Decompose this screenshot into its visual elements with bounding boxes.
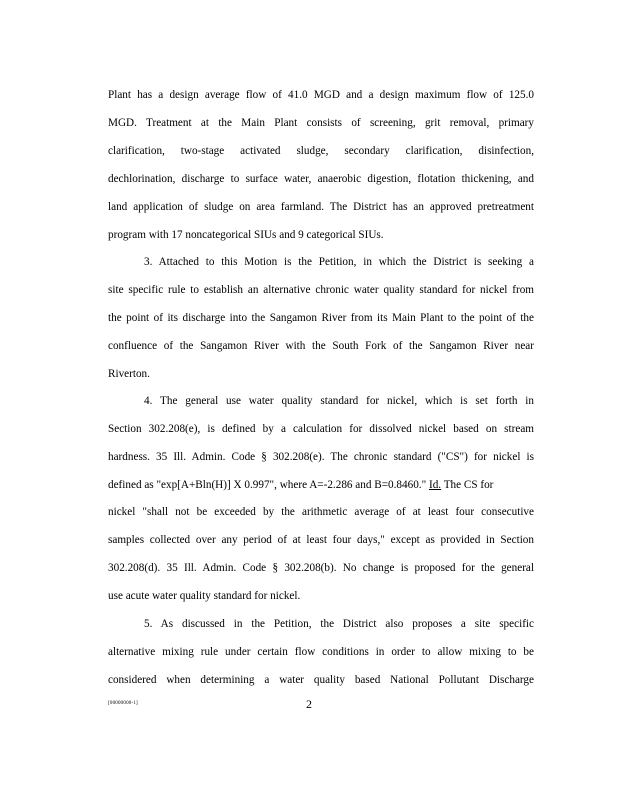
text-line: confluence of the Sangamon River with the South Fork of the Sangamon River near bbox=[108, 340, 534, 352]
paragraph-5-start: 5. As discussed in the Petition, the District also proposes a site specific bbox=[144, 618, 534, 630]
text-line: Plant has a design average flow of 41.0 MGD and a design maximum flow of 125.0 bbox=[108, 89, 534, 101]
text-line: samples collected over any period of at least four days," except as provided in Section bbox=[108, 534, 534, 546]
text-line: site specific rule to establish an alternative chronic water quality standard for nickel from bbox=[108, 284, 534, 296]
text-line: 302.208(d). 35 Ill. Admin. Code § 302.208(b). No change is proposed for the general bbox=[108, 562, 534, 574]
text-line: Riverton. bbox=[108, 368, 150, 380]
id-citation: Id. bbox=[428, 479, 442, 491]
text-line: dechlorination, discharge to surface water, anaerobic digestion, flotation thickening, and bbox=[108, 173, 534, 185]
text-line: the point of its discharge into the Sangamon River from its Main Plant to the point of the bbox=[108, 312, 534, 324]
paragraph-3-start: 3. Attached to this Motion is the Petition, in which the District is seeking a bbox=[144, 256, 534, 268]
text-line: use acute water quality standard for nickel. bbox=[108, 590, 301, 602]
text-line: alternative mixing rule under certain flow conditions in order to allow mixing to be bbox=[108, 646, 534, 658]
text-line: MGD. Treatment at the Main Plant consists of screening, grit removal, primary bbox=[108, 117, 534, 129]
text-line: hardness. 35 Ill. Admin. Code § 302.208(e). The chronic standard ("CS") for nickel is bbox=[108, 451, 534, 463]
paragraph-4-start: 4. The general use water quality standard for nickel, which is set forth in bbox=[144, 395, 534, 407]
page-number: 2 bbox=[306, 697, 312, 711]
footer-document-code: [00000000-1] bbox=[108, 701, 138, 706]
text-line: program with 17 noncategorical SIUs and 9 categorical SIUs. bbox=[108, 229, 384, 241]
text-line: considered when determining a water quality based National Pollutant Discharge bbox=[108, 674, 534, 686]
text-line: clarification, two-stage activated sludge, secondary clarification, disinfection, bbox=[108, 145, 534, 157]
text-line: Section 302.208(e), is defined by a calculation for dissolved nickel based on stream bbox=[108, 423, 534, 435]
text-line: nickel "shall not be exceeded by the arithmetic average of at least four consecutive bbox=[108, 506, 534, 518]
text-line: land application of sludge on area farmland. The District has an approved pretreatment bbox=[108, 201, 534, 213]
text-line-with-citation: defined as "exp[A+Bln(H)] X 0.997", where A=-2.286 and B=0.8460." Id. The CS for bbox=[108, 479, 494, 491]
